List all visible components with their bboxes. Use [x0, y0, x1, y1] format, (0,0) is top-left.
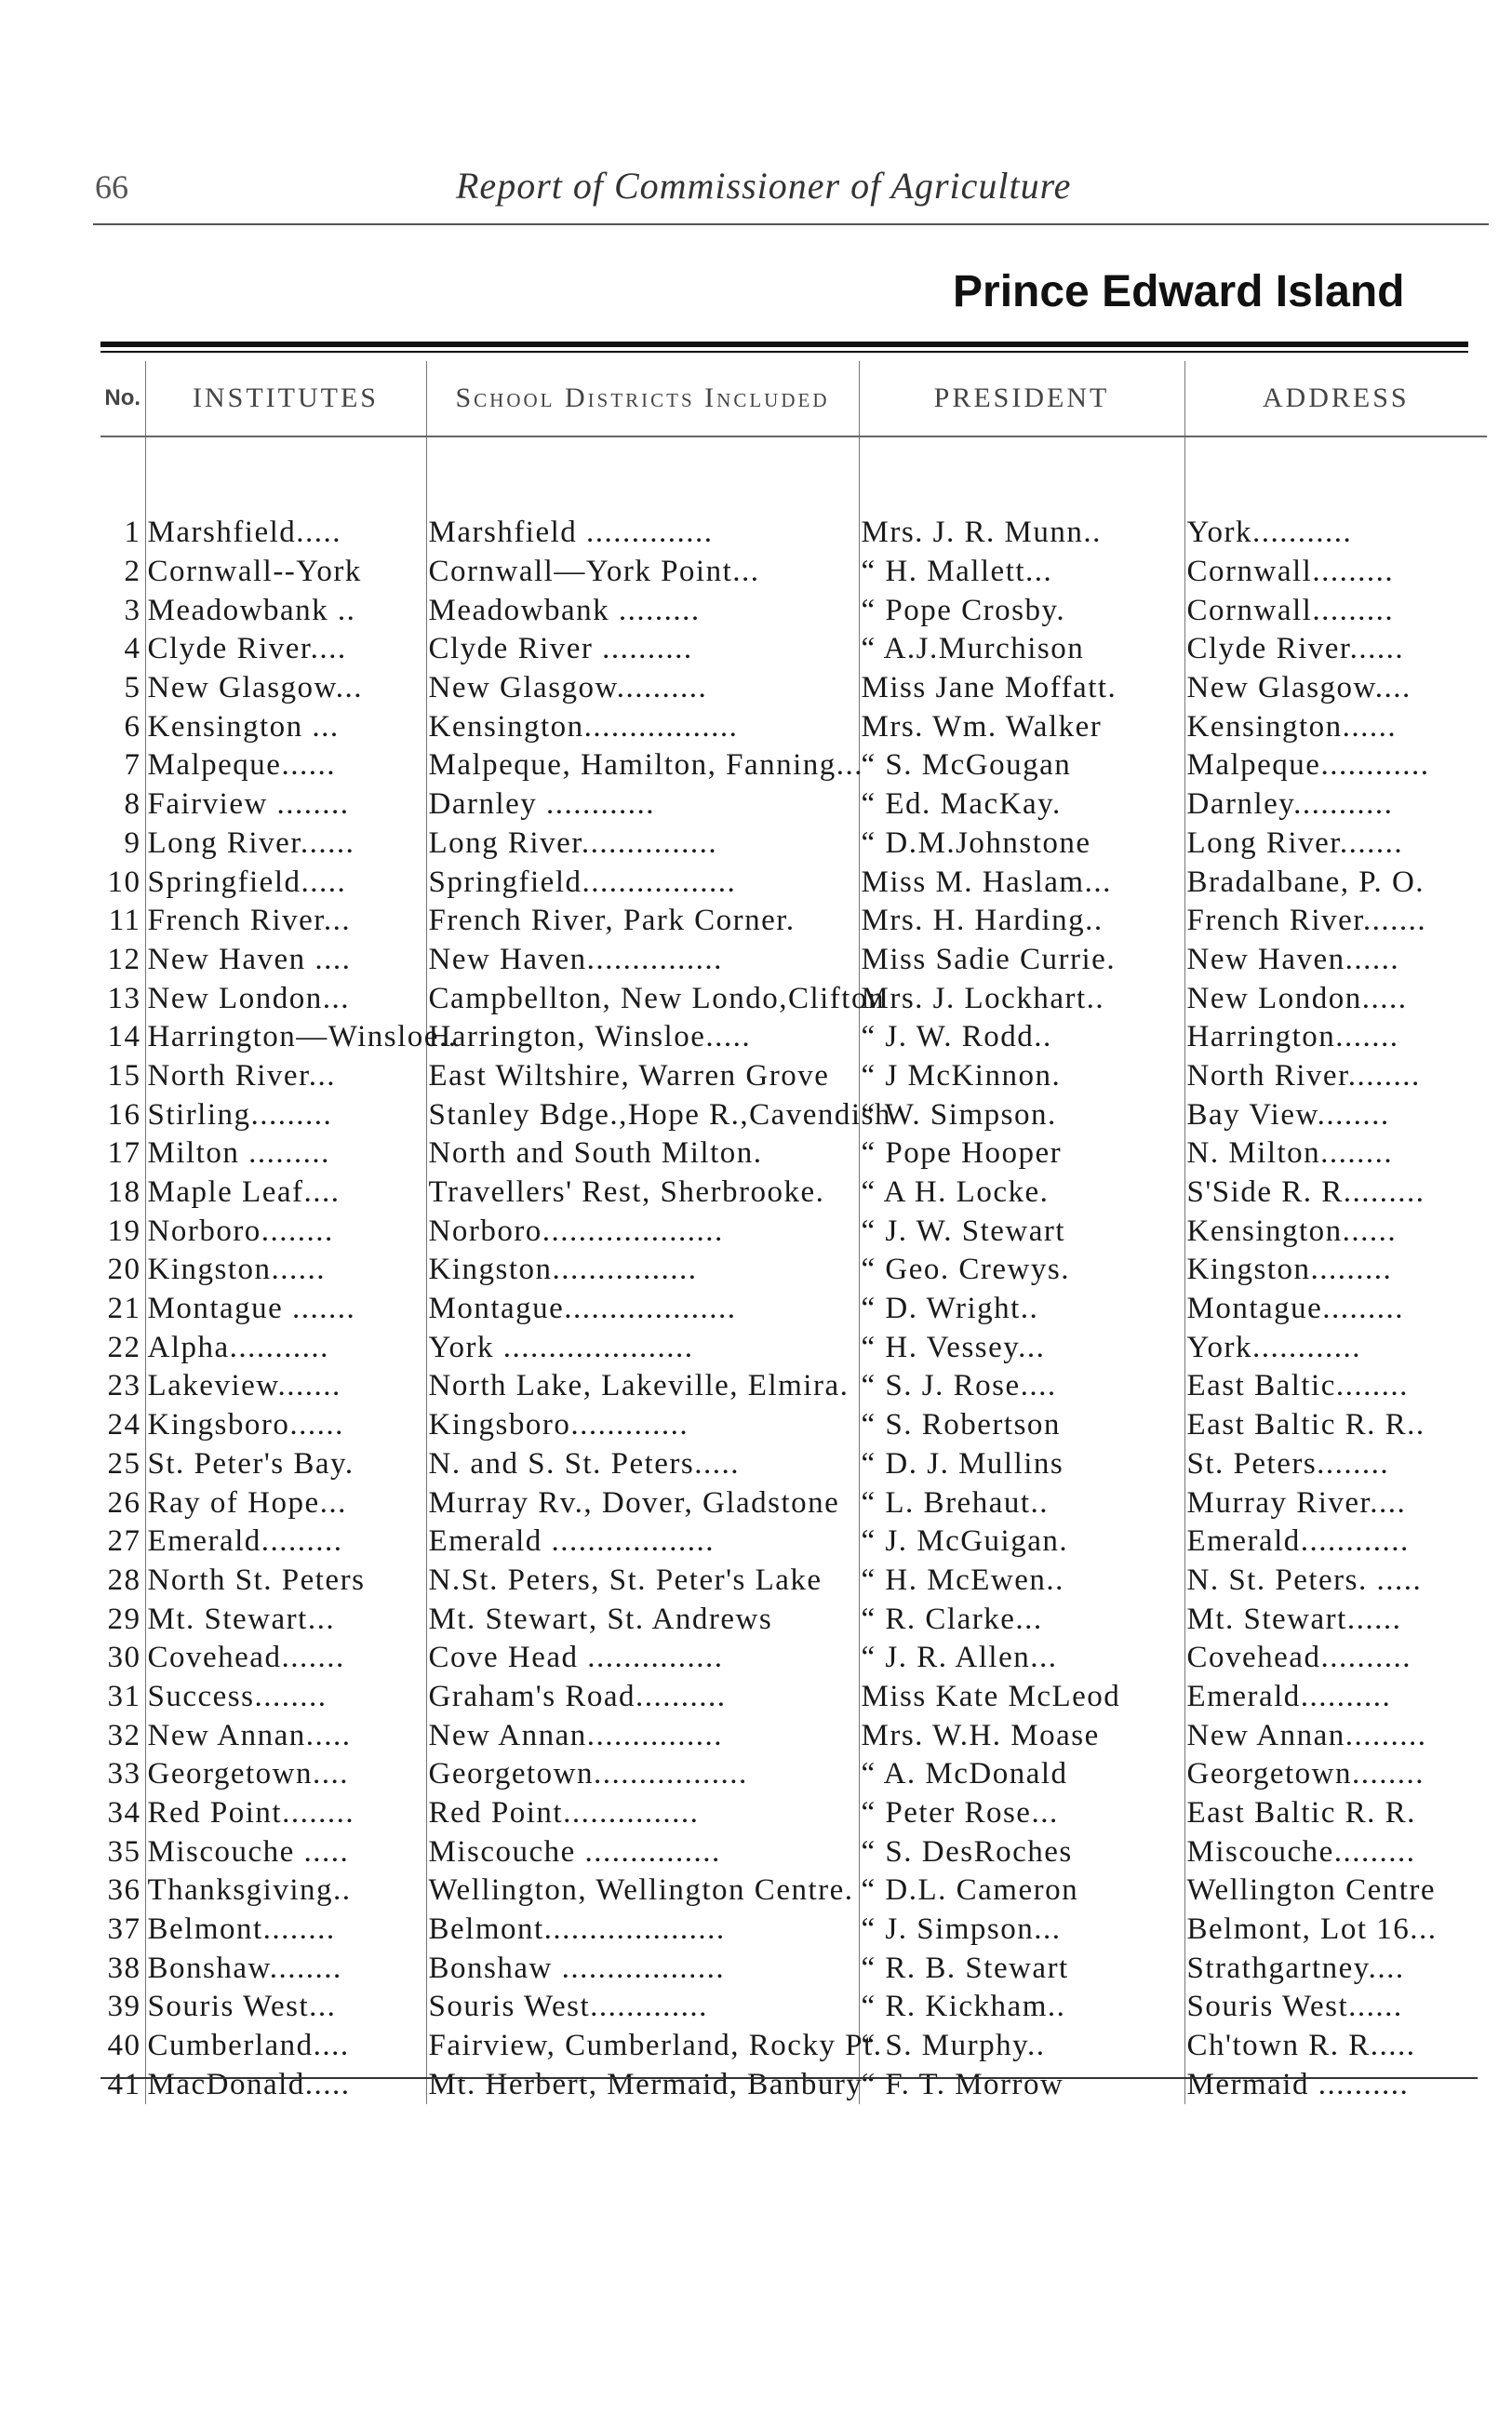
address: Clyde River......: [1184, 630, 1487, 669]
school-districts: Red Point...............: [426, 1794, 859, 1833]
address: S'Side R. R.........: [1184, 1174, 1487, 1213]
table-row: [100, 1134, 1487, 1174]
school-districts: Montague...................: [426, 1290, 859, 1329]
table-row: [100, 591, 1487, 630]
school-districts: York .....................: [426, 1328, 859, 1367]
title-rule-thick: [100, 342, 1468, 347]
table-row: [100, 1057, 1487, 1096]
institute-name: Lakeview.......: [145, 1367, 426, 1406]
row-number: 4: [124, 632, 141, 666]
address: Kingston.........: [1184, 1251, 1487, 1290]
institute-name: New Glasgow...: [145, 669, 426, 708]
president-name: “ D. Wright..: [859, 1290, 1184, 1329]
school-districts: Kensington.................: [426, 707, 859, 746]
address: Cornwall.........: [1184, 591, 1487, 630]
address: Kensington......: [1184, 1212, 1487, 1251]
president-name: “ R. B. Stewart: [859, 1949, 1184, 1988]
president-name: “ S. McGougan: [859, 746, 1184, 785]
president-name: “ A. McDonald: [859, 1755, 1184, 1794]
address: Darnley...........: [1184, 785, 1487, 825]
address: Belmont, Lot 16...: [1184, 1911, 1487, 1950]
table-row: [100, 1600, 1487, 1639]
address: Malpeque............: [1184, 746, 1487, 785]
president-name: “ A.J.Murchison: [859, 630, 1184, 669]
column-header-institutes: INSTITUTES: [145, 361, 426, 436]
president-name: “ H. Vessey...: [859, 1328, 1184, 1367]
row-number: 15: [107, 1058, 141, 1093]
school-districts: Graham's Road..........: [426, 1678, 859, 1717]
row-number: 5: [124, 671, 141, 705]
president-name: “ H. McEwen..: [859, 1562, 1184, 1601]
school-districts: Norboro....................: [426, 1212, 859, 1251]
address: North River........: [1184, 1057, 1487, 1096]
address: Long River.......: [1184, 825, 1487, 864]
school-districts: Miscouche ...............: [426, 1832, 859, 1871]
president-name: “ J. W. Stewart: [859, 1212, 1184, 1251]
address: French River.......: [1184, 902, 1487, 941]
row-number: 28: [107, 1563, 141, 1597]
address: Souris West......: [1184, 1988, 1487, 2027]
table-row: [100, 1212, 1487, 1251]
spacer-row: [100, 436, 1487, 514]
table-row: [100, 1328, 1487, 1367]
school-districts: Harrington, Winsloe.....: [426, 1018, 859, 1057]
table-row: [100, 2066, 1487, 2105]
address: Mermaid ..........: [1184, 2066, 1487, 2105]
address: East Baltic........: [1184, 1367, 1487, 1406]
president-name: “ D. J. Mullins: [859, 1445, 1184, 1484]
president-name: “ Pope Crosby.: [859, 591, 1184, 630]
school-districts: New Haven...............: [426, 941, 859, 980]
address: Bay View........: [1184, 1095, 1487, 1134]
address: Ch'town R. R.....: [1184, 2027, 1487, 2066]
address: York............: [1184, 1328, 1487, 1367]
institute-name: New Haven ....: [145, 941, 426, 980]
address: New London.....: [1184, 979, 1487, 1018]
row-number: 9: [124, 825, 141, 860]
row-number: 7: [124, 748, 141, 783]
page-number: 66: [95, 168, 128, 206]
row-number: 1: [124, 516, 141, 550]
school-districts: N.St. Peters, St. Peter's Lake: [426, 1562, 859, 1601]
institute-name: Miscouche .....: [145, 1832, 426, 1871]
institute-name: Norboro........: [145, 1212, 426, 1251]
president-name: “ Geo. Crewys.: [859, 1251, 1184, 1290]
institute-name: Covehead.......: [145, 1639, 426, 1678]
row-number: 34: [107, 1796, 141, 1831]
row-number: 41: [107, 2067, 141, 2101]
president-name: Miss Sadie Currie.: [859, 941, 1184, 980]
address: Wellington Centre: [1184, 1871, 1487, 1911]
table-row: [100, 785, 1487, 825]
header-rule: [93, 223, 1489, 225]
president-name: “ J. McGuigan.: [859, 1523, 1184, 1562]
table-row: [100, 1639, 1487, 1678]
president-name: “ D.M.Johnstone: [859, 825, 1184, 864]
row-number: 19: [107, 1214, 141, 1248]
address: Montague.........: [1184, 1290, 1487, 1329]
president-name: Mrs. J. R. Munn..: [859, 514, 1184, 553]
table-row: [100, 2027, 1487, 2066]
row-number: 2: [124, 555, 141, 589]
row-number: 21: [107, 1292, 141, 1326]
institute-name: Kensington ...: [145, 707, 426, 746]
president-name: “ L. Brehaut..: [859, 1483, 1184, 1523]
institute-name: Georgetown....: [145, 1755, 426, 1794]
table-row: [100, 1251, 1487, 1290]
row-number: 17: [107, 1136, 141, 1171]
address: St. Peters........: [1184, 1445, 1487, 1484]
institute-name: Stirling.........: [145, 1095, 426, 1134]
school-districts: Kingsboro.............: [426, 1406, 859, 1445]
institutes-table: [100, 361, 1487, 2104]
school-districts: Georgetown.................: [426, 1755, 859, 1794]
president-name: Miss Jane Moffatt.: [859, 669, 1184, 708]
institute-name: Maple Leaf....: [145, 1174, 426, 1213]
table-row: [100, 863, 1487, 902]
table-row: [100, 1483, 1487, 1523]
school-districts: Clyde River ..........: [426, 630, 859, 669]
president-name: “ A H. Locke.: [859, 1174, 1184, 1213]
school-districts: Souris West.............: [426, 1988, 859, 2027]
table-row: [100, 1716, 1487, 1755]
row-number: 14: [107, 1020, 141, 1054]
school-districts: Malpeque, Hamilton, Fanning...: [426, 746, 859, 785]
president-name: Mrs. Wm. Walker: [859, 707, 1184, 746]
table-row: [100, 1755, 1487, 1794]
page-header: [0, 0, 1512, 223]
row-number: 11: [108, 904, 141, 938]
table-row: [100, 630, 1487, 669]
address: New Glasgow....: [1184, 669, 1487, 708]
institute-name: Long River......: [145, 825, 426, 864]
address: New Haven......: [1184, 941, 1487, 980]
address: Bradalbane, P. O.: [1184, 863, 1487, 902]
address: N. St. Peters. .....: [1184, 1562, 1487, 1601]
address: Murray River....: [1184, 1483, 1487, 1523]
school-districts: East Wiltshire, Warren Grove: [426, 1057, 859, 1096]
institute-name: Success........: [145, 1678, 426, 1717]
table-row: [100, 1871, 1487, 1911]
president-name: Miss Kate McLeod: [859, 1678, 1184, 1717]
institute-name: Montague .......: [145, 1290, 426, 1329]
address: New Annan.........: [1184, 1716, 1487, 1755]
school-districts: N. and S. St. Peters.....: [426, 1445, 859, 1484]
row-number: 22: [107, 1330, 141, 1364]
row-number: 36: [107, 1873, 141, 1908]
school-districts: Travellers' Rest, Sherbrooke.: [426, 1174, 859, 1213]
table-row: [100, 941, 1487, 980]
row-number: 3: [124, 593, 141, 627]
school-districts: North and South Milton.: [426, 1134, 859, 1174]
school-districts: Springfield.................: [426, 863, 859, 902]
row-number: 32: [107, 1718, 141, 1752]
row-number: 27: [107, 1524, 141, 1559]
table-row: [100, 1445, 1487, 1484]
institute-name: Milton .........: [145, 1134, 426, 1174]
row-number: 31: [107, 1679, 141, 1713]
president-name: “ J. W. Rodd..: [859, 1018, 1184, 1057]
president-name: Mrs. J. Lockhart..: [859, 979, 1184, 1018]
school-districts: New Glasgow..........: [426, 669, 859, 708]
president-name: “ S. Robertson: [859, 1406, 1184, 1445]
table-row: [100, 514, 1487, 553]
row-number: 26: [107, 1485, 141, 1520]
president-name: “ J. R. Allen...: [859, 1639, 1184, 1678]
address: York...........: [1184, 514, 1487, 553]
institute-name: French River...: [145, 902, 426, 941]
president-name: “ J McKinnon.: [859, 1057, 1184, 1096]
column-header-president: PRESIDENT: [859, 361, 1184, 436]
school-districts: Mt. Herbert, Mermaid, Banbury: [426, 2066, 859, 2105]
school-districts: Campbellton, New Londo,Clifton: [426, 979, 859, 1018]
institute-name: Cornwall--York: [145, 553, 426, 592]
institute-name: Red Point........: [145, 1794, 426, 1833]
table-row: [100, 1523, 1487, 1562]
row-number: 29: [107, 1602, 141, 1636]
row-number: 12: [107, 942, 141, 976]
president-name: “ R. Clarke...: [859, 1600, 1184, 1639]
president-name: “ R. Kickham..: [859, 1988, 1184, 2027]
address: Kensington......: [1184, 707, 1487, 746]
row-number: 40: [107, 2029, 141, 2063]
institute-name: Clyde River....: [145, 630, 426, 669]
title-rule-thin: [100, 351, 1468, 353]
school-districts: Marshfield ..............: [426, 514, 859, 553]
table-row: [100, 1406, 1487, 1445]
table-row: [100, 1832, 1487, 1871]
table-row: [100, 1562, 1487, 1601]
school-districts: French River, Park Corner.: [426, 902, 859, 941]
table-row: [100, 1911, 1487, 1950]
institute-name: Kingston......: [145, 1251, 426, 1290]
address: Emerald............: [1184, 1523, 1487, 1562]
table-row: [100, 1095, 1487, 1134]
address: N. Milton........: [1184, 1134, 1487, 1174]
table-row: [100, 1018, 1487, 1057]
section-title: Prince Edward Island: [953, 267, 1405, 316]
president-name: Mrs. H. Harding..: [859, 902, 1184, 941]
institute-name: Cumberland....: [145, 2027, 426, 2066]
table-row: [100, 1949, 1487, 1988]
institute-name: North River...: [145, 1057, 426, 1096]
table-row: [100, 1367, 1487, 1406]
row-number: 20: [107, 1253, 141, 1287]
row-number: 10: [107, 865, 141, 899]
school-districts: Bonshaw ..................: [426, 1949, 859, 1988]
address: Harrington.......: [1184, 1018, 1487, 1057]
institute-name: Kingsboro......: [145, 1406, 426, 1445]
school-districts: North Lake, Lakeville, Elmira.: [426, 1367, 859, 1406]
institute-name: North St. Peters: [145, 1562, 426, 1601]
president-name: “ F. T. Morrow: [859, 2066, 1184, 2105]
institute-name: Marshfield.....: [145, 514, 426, 553]
column-header-no: No.: [100, 361, 145, 436]
school-districts: Darnley ............: [426, 785, 859, 825]
address: Cornwall.........: [1184, 553, 1487, 592]
school-districts: Emerald ..................: [426, 1523, 859, 1562]
president-name: “ Ed. MacKay.: [859, 785, 1184, 825]
president-name: “ J. Simpson...: [859, 1911, 1184, 1950]
president-name: “ S. Murphy..: [859, 2027, 1184, 2066]
address: East Baltic R. R..: [1184, 1406, 1487, 1445]
school-districts: Cornwall—York Point...: [426, 553, 859, 592]
row-number: 8: [124, 787, 141, 822]
president-name: “ H. Mallett...: [859, 553, 1184, 592]
table-row: [100, 669, 1487, 708]
institute-name: MacDonald.....: [145, 2066, 426, 2105]
table-bottom-rule: [100, 2077, 1478, 2079]
institute-name: New Annan.....: [145, 1716, 426, 1755]
institute-name: Belmont........: [145, 1911, 426, 1950]
row-number: 23: [107, 1369, 141, 1403]
school-districts: Cove Head ...............: [426, 1639, 859, 1678]
school-districts: Fairview, Cumberland, Rocky Pt.: [426, 2027, 859, 2066]
president-name: “ Peter Rose...: [859, 1794, 1184, 1833]
institute-name: Harrington—Winsloe..: [145, 1018, 426, 1057]
institute-name: Malpeque......: [145, 746, 426, 785]
column-header-address: ADDRESS: [1184, 361, 1487, 436]
row-number: 6: [124, 709, 141, 744]
row-number: 38: [107, 1951, 141, 1985]
president-name: “ Pope Hooper: [859, 1134, 1184, 1174]
row-number: 25: [107, 1446, 141, 1481]
table-row: [100, 979, 1487, 1018]
row-number: 16: [107, 1097, 141, 1132]
table-row: [100, 707, 1487, 746]
school-districts: Murray Rv., Dover, Gladstone: [426, 1483, 859, 1523]
president-name: Mrs. W.H. Moase: [859, 1716, 1184, 1755]
school-districts: Stanley Bdge.,Hope R.,Cavendish: [426, 1095, 859, 1134]
president-name: “ D.L. Cameron: [859, 1871, 1184, 1911]
address: Mt. Stewart......: [1184, 1600, 1487, 1639]
institute-name: Meadowbank ..: [145, 591, 426, 630]
president-name: Miss M. Haslam...: [859, 863, 1184, 902]
row-number: 39: [107, 1990, 141, 2024]
row-number: 18: [107, 1175, 141, 1210]
institute-name: Bonshaw........: [145, 1949, 426, 1988]
institute-name: Souris West...: [145, 1988, 426, 2027]
table-row: [100, 1678, 1487, 1717]
table-row: [100, 553, 1487, 592]
institute-name: St. Peter's Bay.: [145, 1445, 426, 1484]
institute-name: Springfield.....: [145, 863, 426, 902]
institute-name: Mt. Stewart...: [145, 1600, 426, 1639]
row-number: 24: [107, 1408, 141, 1442]
table-row: [100, 1988, 1487, 2027]
row-number: 30: [107, 1641, 141, 1675]
table-row: [100, 1290, 1487, 1329]
row-number: 37: [107, 1912, 141, 1947]
table-row: [100, 1174, 1487, 1213]
column-header-districts: School Districts Included: [426, 361, 859, 436]
institute-name: Thanksgiving..: [145, 1871, 426, 1911]
institute-name: New London...: [145, 979, 426, 1018]
row-number: 33: [107, 1757, 141, 1791]
school-districts: Long River...............: [426, 825, 859, 864]
school-districts: Belmont....................: [426, 1911, 859, 1950]
school-districts: Mt. Stewart, St. Andrews: [426, 1600, 859, 1639]
president-name: “ S. J. Rose....: [859, 1367, 1184, 1406]
address: East Baltic R. R.: [1184, 1794, 1487, 1833]
institute-name: Fairview ........: [145, 785, 426, 825]
table-row: [100, 825, 1487, 864]
table-header-row: [100, 361, 1487, 436]
address: Georgetown........: [1184, 1755, 1487, 1794]
address: Strathgartney....: [1184, 1949, 1487, 1988]
institute-name: Emerald.........: [145, 1523, 426, 1562]
institute-name: Alpha...........: [145, 1328, 426, 1367]
row-number: 13: [107, 981, 141, 1015]
school-districts: New Annan...............: [426, 1716, 859, 1755]
school-districts: Kingston................: [426, 1251, 859, 1290]
school-districts: Meadowbank .........: [426, 591, 859, 630]
president-name: “ S. DesRoches: [859, 1832, 1184, 1871]
table-row: [100, 746, 1487, 785]
address: Emerald..........: [1184, 1678, 1487, 1717]
running-title: Report of Commissioner of Agriculture: [456, 165, 1072, 207]
row-number: 35: [107, 1834, 141, 1869]
table-row: [100, 902, 1487, 941]
institute-name: Ray of Hope...: [145, 1483, 426, 1523]
president-name: “ W. Simpson.: [859, 1095, 1184, 1134]
address: Miscouche.........: [1184, 1832, 1487, 1871]
school-districts: Wellington, Wellington Centre.: [426, 1871, 859, 1911]
table-row: [100, 1794, 1487, 1833]
address: Covehead..........: [1184, 1639, 1487, 1678]
